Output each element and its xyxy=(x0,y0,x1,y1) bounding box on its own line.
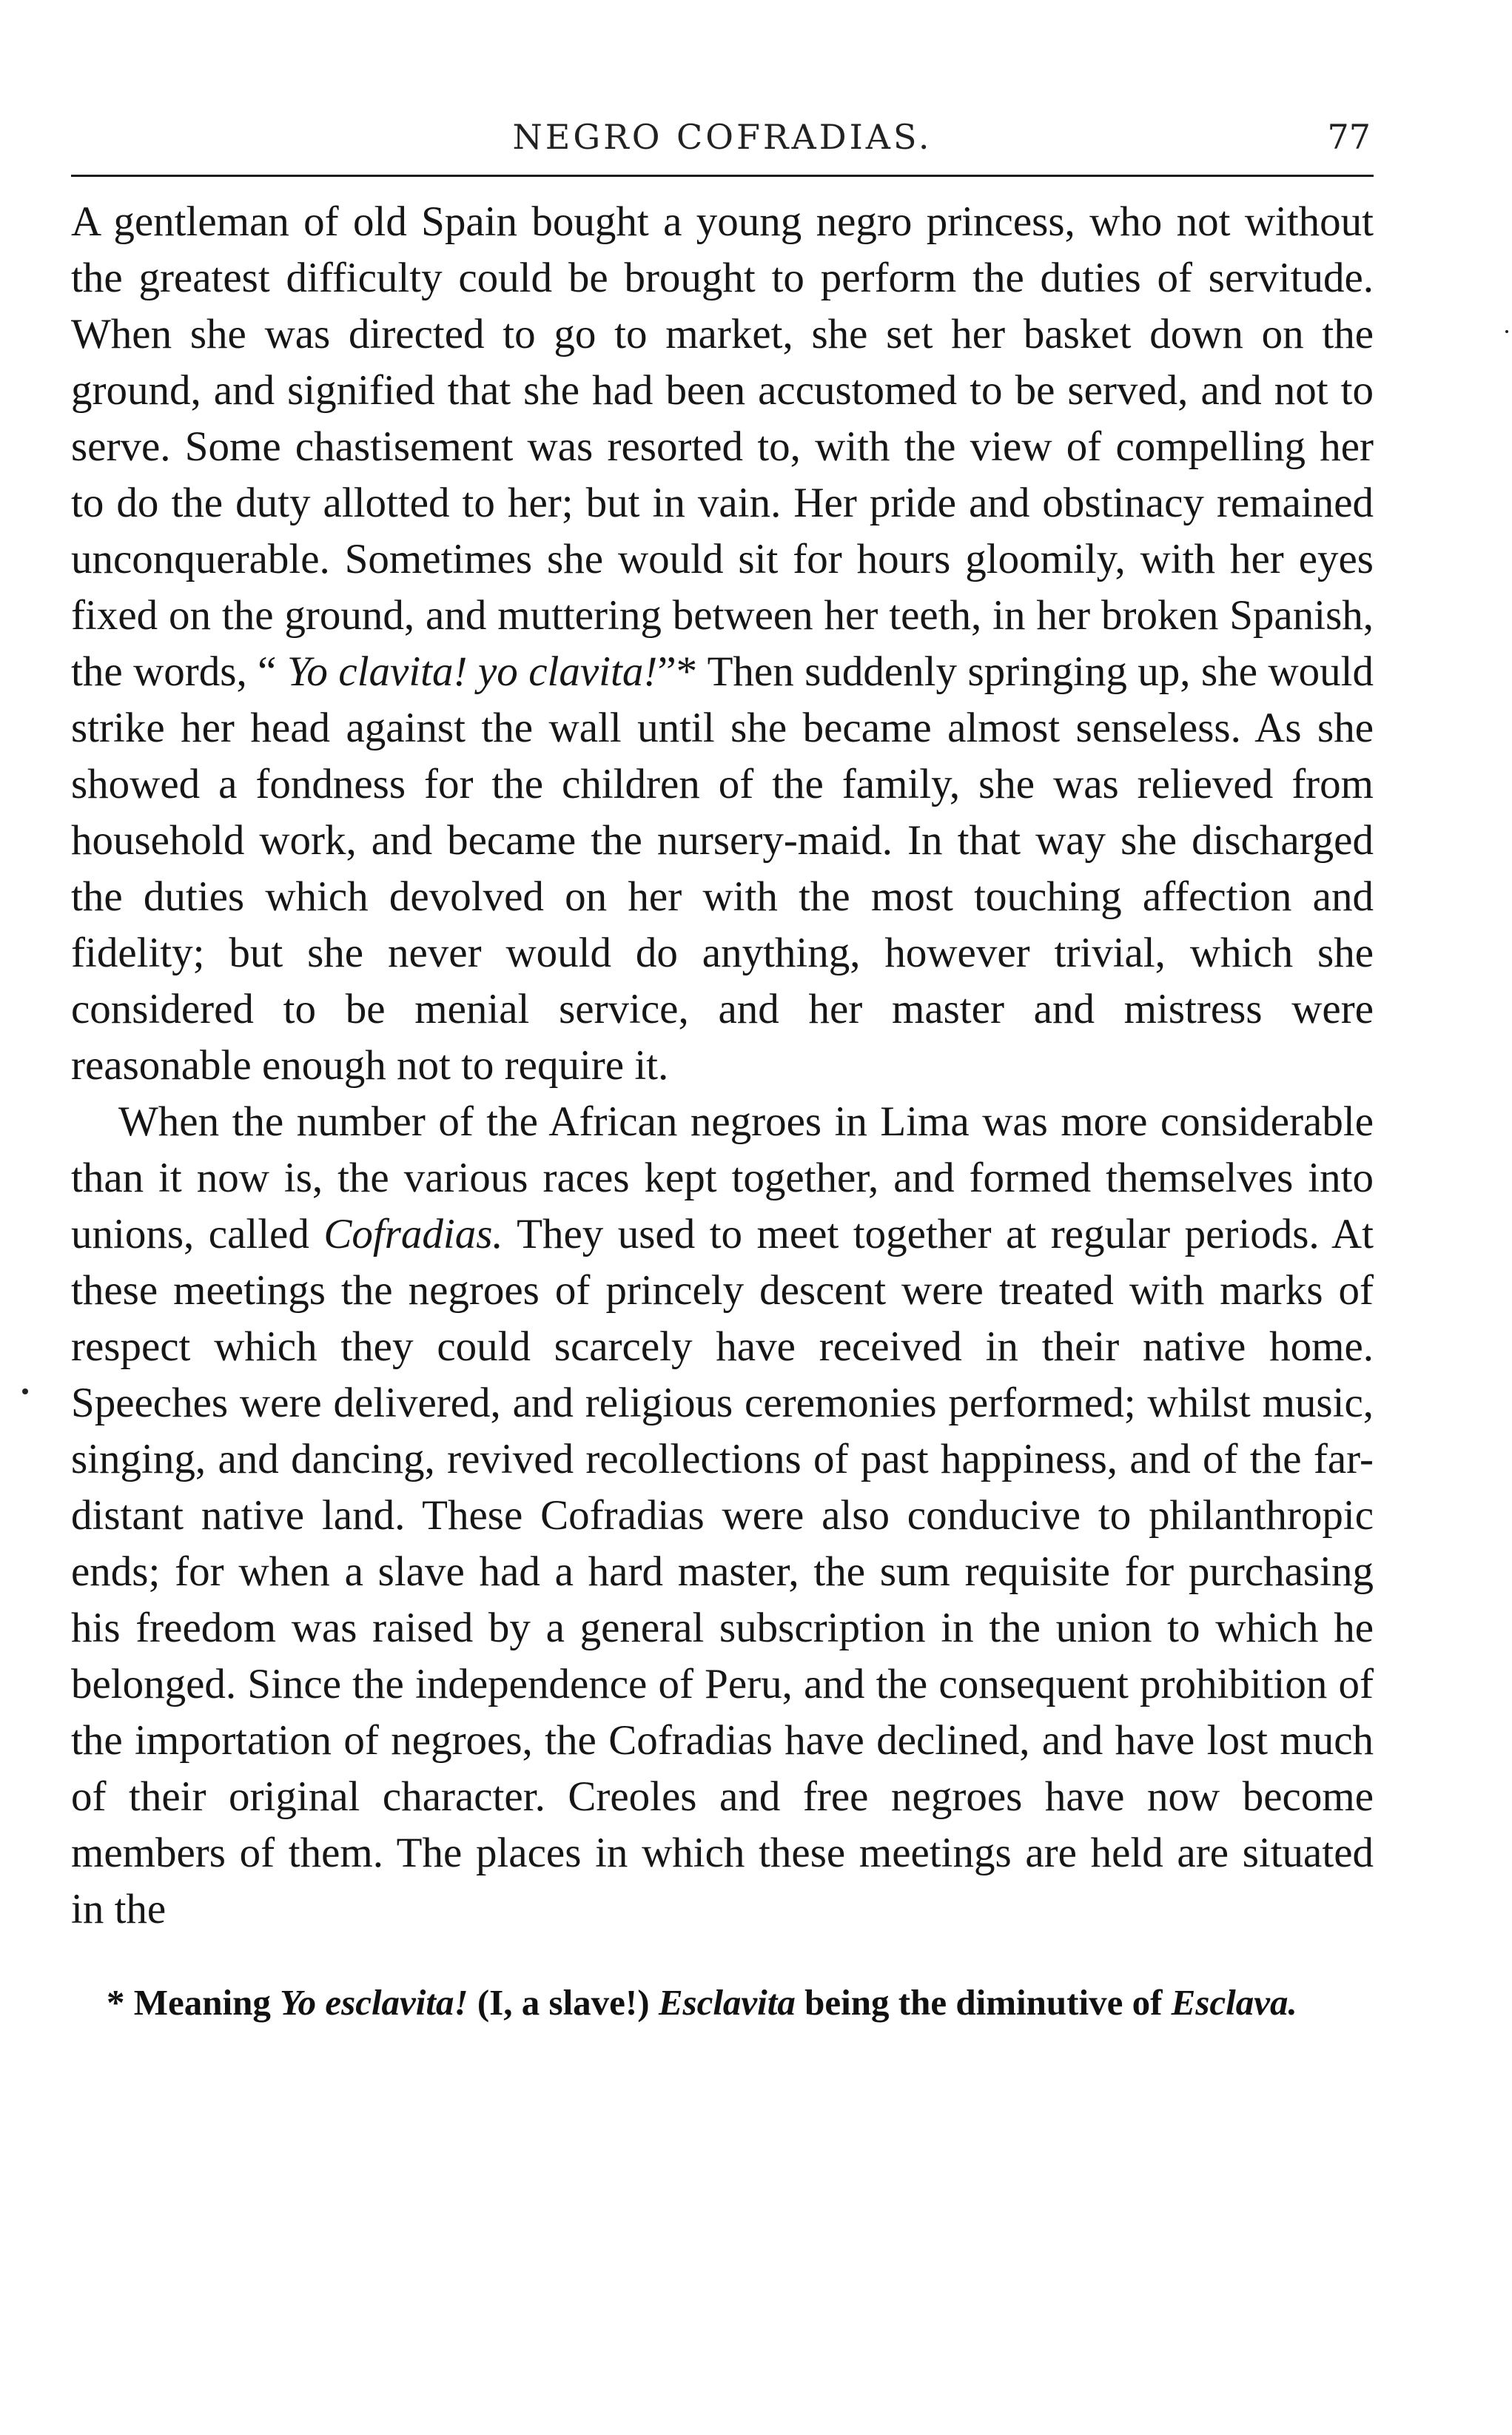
footnote-text xyxy=(71,1981,1374,2025)
footnote-part-2: (I, a slave!) xyxy=(468,1982,659,2023)
footnote-part-1: * Meaning xyxy=(107,1982,280,2023)
paragraph-1 xyxy=(71,194,1374,1094)
paragraph-2-italic-cofradias: Cofradias. xyxy=(323,1211,503,1257)
footnote-italic-2: Esclavita xyxy=(658,1982,796,2023)
body-text xyxy=(71,194,1374,1938)
footnote-italic-1: Yo esclavita! xyxy=(280,1982,468,2023)
ink-speck xyxy=(1505,330,1508,333)
paragraph-1-text-1: A gentleman of old Spain bought a young negro princess, who not without the greatest difficulty could be brought to perform the duties of servitude. When she was directed to go to market, she set her basket down on the ground, and signified that she had been accustomed to be served, and not to serve. Some chastisement was resorted to, with the view of compelling her to do the duty allotted to her; but in vain. Her pride and obstinacy remained unconquerable. Sometimes she would sit for hours gloomily, with her eyes fixed on the ground, and muttering between her teeth, in her broken Spanish, the words, “ xyxy=(71,198,1374,695)
page-number: 77 xyxy=(1327,117,1371,157)
ink-speck xyxy=(22,1388,28,1394)
paragraph-2-text-2: They used to meet together at regular periods. At these meetings the negroes of princely descent were treated with marks of respect which they could scarcely have received in their native home. Speeches were delivered, and religious ceremonies performed; whilst music, singing, and dancing, revived recollections of past happiness, and of the far-distant native land. These Cofradias were also conducive to philanthropic ends; for when a slave had a hard master, the sum requisite for purchasing his freedom was raised by a general subscription in the union to which he belonged. Since the independence of Peru, and the consequent prohibition of the importation of negroes, the Cofradias have declined, and have lost much of their original character. Creoles and free negroes have now become members of them. The places in which these meetings are held are situated in the xyxy=(71,1211,1374,1932)
paragraph-1-text-2: ”* Then suddenly springing up, she would strike her head against the wall until she became almost senseless. As she showed a fondness for the children of the family, she was relieved from household work, and became the nursery-maid. In that way she discharged the duties which devolved on her with the most touching affection and fidelity; but she never would do anything, however trivial, which she considered to be menial service, and her master and mistress were reasonable enough not to require it. xyxy=(71,648,1374,1089)
running-head xyxy=(71,104,1374,163)
paragraph-2 xyxy=(71,1094,1374,1938)
paragraph-1-italic-quote: Yo clavita! yo clavita! xyxy=(286,648,658,695)
book-page xyxy=(71,104,1374,2025)
header-rule xyxy=(71,175,1374,177)
footnote-italic-3: Esclava. xyxy=(1171,1982,1297,2023)
paragraph-2-text-1: When the number of the African negroes in Lima was more considerable than it now is, the various races kept together, and formed themselves into unions, called xyxy=(71,1098,1374,1257)
footnote xyxy=(71,1981,1374,2025)
footnote-part-3: being the diminutive of xyxy=(795,1982,1172,2023)
running-title: NEGRO COFRADIAS. xyxy=(512,117,933,157)
